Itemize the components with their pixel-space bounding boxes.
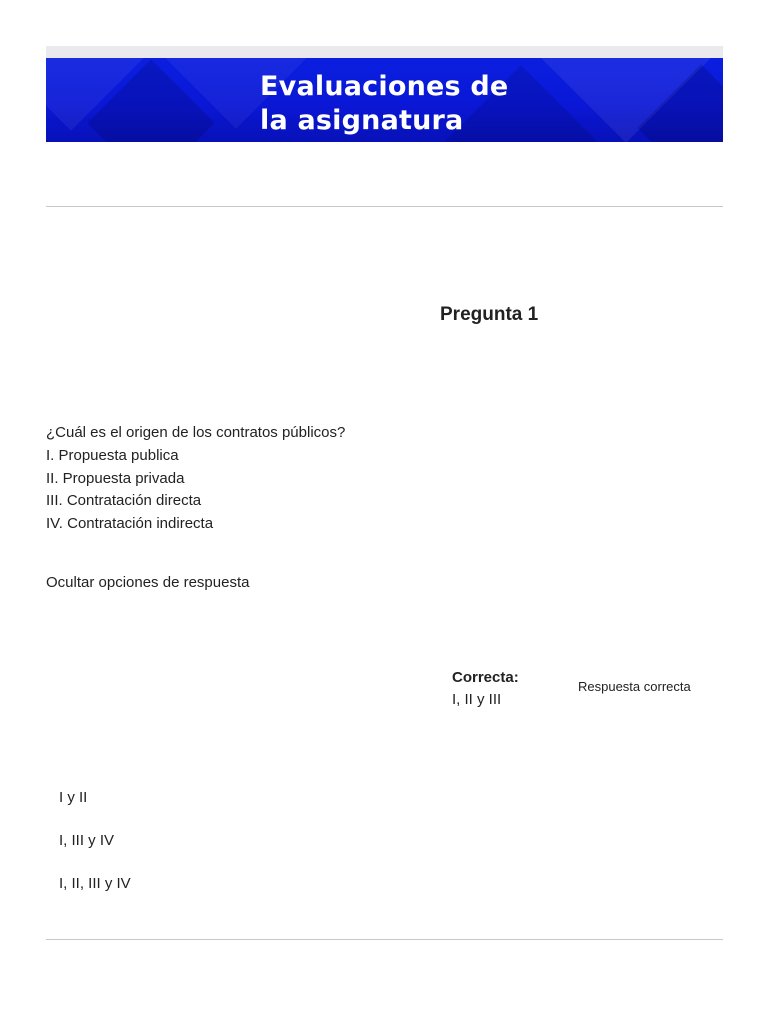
answer-option[interactable]: I, III y IV xyxy=(59,832,115,849)
bottom-divider xyxy=(46,939,723,940)
correct-answer-value: I, II y III xyxy=(452,691,502,708)
banner-title-line-1: Evaluaciones de xyxy=(260,71,509,102)
question-prompt: ¿Cuál es el origen de los contratos públicos? xyxy=(46,424,346,441)
banner-title xyxy=(260,70,508,138)
question-statement: I. Propuesta publica xyxy=(46,446,179,464)
hide-answer-options-link[interactable]: Ocultar opciones de respuesta xyxy=(46,574,250,591)
question-title: Pregunta 1 xyxy=(440,304,539,325)
correct-answer-block xyxy=(452,667,519,712)
question-statement: III. Contratación directa xyxy=(46,492,202,510)
question-body xyxy=(46,422,345,536)
correct-label: Correcta: xyxy=(452,669,519,686)
question-statement: IV. Contratación indirecta xyxy=(46,515,214,533)
top-divider xyxy=(46,206,723,207)
banner-title-line-2: la asignatura xyxy=(260,105,464,136)
correct-answer-status: Respuesta correcta xyxy=(578,679,691,694)
answer-option[interactable]: I, II, III y IV xyxy=(59,875,131,892)
answer-option[interactable]: I y II xyxy=(59,789,88,806)
question-statement: II. Propuesta privada xyxy=(46,469,185,487)
header-banner xyxy=(46,46,723,142)
